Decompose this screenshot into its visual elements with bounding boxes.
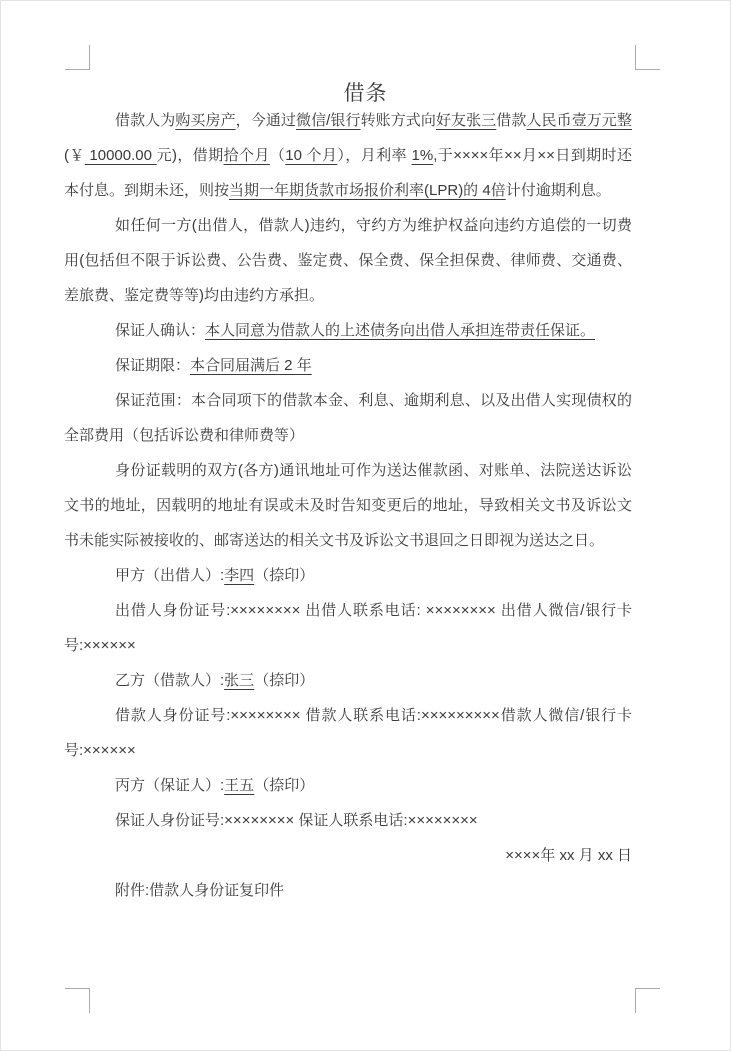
- guarantor-confirmation-line: [64, 313, 632, 348]
- text-run: 如任何一方(出借人，借款人)违约，守约方为维护权益向违约方追偿的一切费用(包括但不限于诉讼费、公告费、鉴定费、保全费、保全担保费、律师费、交通费、差旅费、鉴定费等等)均由违约方承担。: [64, 217, 632, 304]
- underlined-fill-in-text: 购买房产: [175, 112, 236, 129]
- underlined-fill-in-text: 王五: [224, 777, 255, 794]
- text-run: ,于××××年××月××日到期时还本付息。到期未还，则按: [64, 147, 632, 199]
- underlined-fill-in-text: 微信/银行: [295, 112, 361, 129]
- text-run: （捺印）: [254, 567, 315, 584]
- text-run: 借款人身份证号:×××××××× 借款人联系电话:×××××××××借款人微信/银行卡号:××××××: [64, 707, 632, 759]
- text-run: 计付逾期利息。: [505, 182, 611, 199]
- text-run: （: [269, 147, 286, 164]
- text-run: 元)，借期: [156, 147, 224, 164]
- underlined-fill-in-text: 本人同意为借款人的上述债务向出借人承担连带责任保证。: [205, 322, 596, 339]
- text-run: （捺印）: [254, 777, 315, 794]
- text-run: 身份证载明的双方(各方)通讯地址可作为送达催款函、对账单、法院送达诉讼文书的地址，因载明的地址有误或未及时告知变更后的地址，导致相关文书及诉讼文书未能实际被接收的、邮寄送达的相关文书及诉讼文书退回之日即视为送达之日。: [64, 462, 632, 549]
- guarantor-contact-line: [64, 803, 632, 838]
- text-run: 借款: [496, 112, 527, 129]
- text-run: 丙方（保证人）:: [115, 777, 225, 794]
- margin-mark-bottom-left-icon: [65, 988, 90, 1013]
- underlined-fill-in-text: 10000.00: [84, 147, 157, 164]
- guarantee-period-line: [64, 348, 632, 383]
- underlined-fill-in-text: 本合同届满后 2 年: [190, 357, 312, 374]
- underlined-fill-in-text: 人民币壹万元整: [526, 112, 632, 129]
- margin-mark-top-left-icon: [65, 45, 90, 70]
- underlined-fill-in-text: 拾个月: [223, 147, 270, 164]
- text-run: 出借人身份证号:×××××××× 出借人联系电话: ×××××××× 出借人微信/银行卡号:××××××: [64, 602, 632, 654]
- underlined-fill-in-text: 1%: [411, 147, 434, 164]
- underlined-fill-in-text: 10 个月: [285, 147, 338, 164]
- document-body: [64, 103, 632, 908]
- text-run: （捺印）: [254, 672, 315, 689]
- date-line: [64, 838, 632, 873]
- text-run: (￥: [64, 147, 85, 164]
- guarantee-scope-paragraph: [64, 383, 632, 453]
- text-run: 借款人为: [115, 112, 176, 129]
- party-a-signature-line: [64, 558, 632, 593]
- borrower-contact-line: [64, 698, 632, 768]
- lender-contact-line: [64, 593, 632, 663]
- text-run: ，今通过: [235, 112, 296, 129]
- underlined-fill-in-text: 李四: [224, 567, 255, 584]
- intro-paragraph: [64, 103, 632, 208]
- breach-costs-paragraph: [64, 208, 632, 313]
- attachment-line: [64, 873, 632, 908]
- margin-mark-bottom-right-icon: [635, 988, 660, 1013]
- text-run: ××××年 xx 月 xx 日: [505, 847, 632, 864]
- party-b-signature-line: [64, 663, 632, 698]
- party-c-signature-line: [64, 768, 632, 803]
- underlined-fill-in-text: 张三: [224, 672, 255, 689]
- text-run: 保证人身份证号:×××××××× 保证人联系电话:××××××××: [115, 812, 478, 829]
- underlined-fill-in-text: 当期一年期货款市场报价利率(LPR)的 4倍: [229, 182, 506, 199]
- text-run: 甲方（出借人）:: [115, 567, 225, 584]
- text-run: 乙方（借款人）:: [115, 672, 225, 689]
- text-run: 转账方式向: [360, 112, 436, 129]
- document-title: 借条: [343, 82, 388, 105]
- service-address-paragraph: [64, 453, 632, 558]
- text-run: 保证人确认：: [115, 322, 206, 339]
- text-run: 保证范围：本合同项下的借款本金、利息、逾期利息、以及出借人实现债权的全部费用（包括诉讼费和律师费等）: [64, 392, 632, 444]
- text-run: ），月利率: [337, 147, 412, 164]
- text-run: 保证期限：: [115, 357, 191, 374]
- margin-mark-top-right-icon: [635, 45, 660, 70]
- underlined-fill-in-text: 好友张三: [435, 112, 497, 129]
- text-run: 附件:借款人身份证复印件: [115, 882, 285, 899]
